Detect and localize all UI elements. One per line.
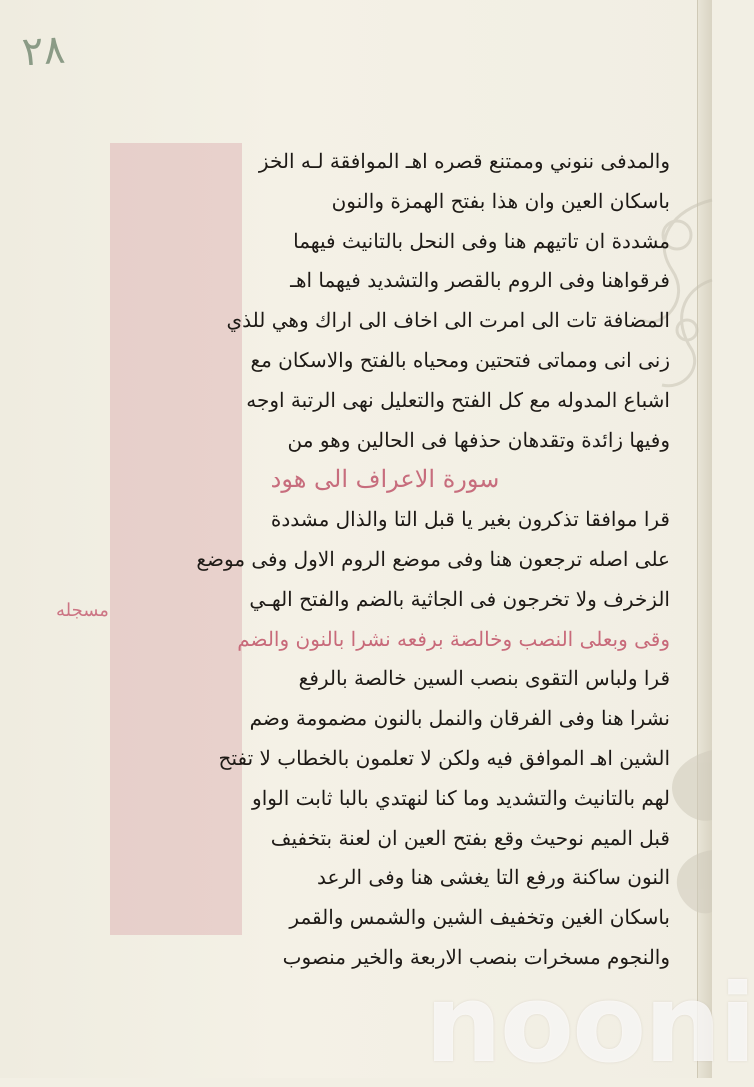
margin-note: مسجله — [56, 600, 109, 621]
text-line: قبل الميم نوحيث وقع بفتح العين ان لعنة بتخفيف — [270, 825, 670, 850]
text-line: باسكان الغين وتخفيف الشين والشمس والقمر — [289, 905, 670, 930]
text-line: قرا موافقا تذكرون بغير يا قبل التا والذال مشددة — [270, 507, 670, 532]
text-line: الشين اهـ الموافق فيه ولكن لا تعلمون بالخطاب لا تفتح — [218, 745, 670, 770]
watermark-logo: nooni — [425, 962, 754, 1087]
text-line: وفيها زائدة وتقدهان حذفها فى الحالين وهو من — [287, 427, 670, 452]
text-line: الزخرف ولا تخرجون فى الجاثية بالضم والفتح الهـي — [249, 586, 670, 611]
text-line: مشددة ان تاتيهم هنا وفى النحل بالتانيث فيهما — [293, 228, 670, 253]
text-line: اشباع المدوله مع كل الفتح والتعليل نهى الرتبة اوجه — [246, 387, 670, 412]
text-line: نشرا هنا وفى الفرقان والنمل بالنون مضمومة وضم — [249, 706, 670, 731]
surah-heading: سورة الاعراف الى هود — [270, 465, 500, 494]
text-line: المضافة تات الى امرت الى اخاف الى اراك وهي للذي — [226, 308, 670, 333]
text-line: باسكان العين وان هذا بفتح الهمزة والنون — [331, 188, 670, 213]
text-line: زنى انى ومماتى فتحتين ومحياه بالفتح والاسكان مع — [250, 347, 670, 372]
folio-number: ٢٨ — [20, 26, 67, 76]
text-line: لهم بالتانيث والتشديد وما كنا لنهتدي بالبا ثابت الواو — [252, 785, 670, 810]
text-line: والنجوم مسخرات بنصب الاربعة والخير منصوب — [282, 944, 670, 969]
manuscript-text — [150, 142, 670, 978]
text-line: والمدفى ننوني وممتنع قصره اهـ الموافقة لـه الخز — [258, 149, 670, 173]
rubric-line: وقى وبعلى النصب وخالصة برفعه نشرا بالنون والضم — [237, 626, 670, 651]
text-line: على اصله ترجعون هنا وفى موضع الروم الاول وفى موضع — [196, 546, 670, 571]
text-line: النون ساكنة ورفع التا يغشى هنا وفى الرعد — [316, 865, 670, 890]
text-line: فرقواهنا وفى الروم بالقصر والتشديد فيهما اهـ — [290, 268, 670, 293]
text-line: قرا ولباس التقوى بنصب السين خالصة بالرفع — [298, 666, 670, 691]
